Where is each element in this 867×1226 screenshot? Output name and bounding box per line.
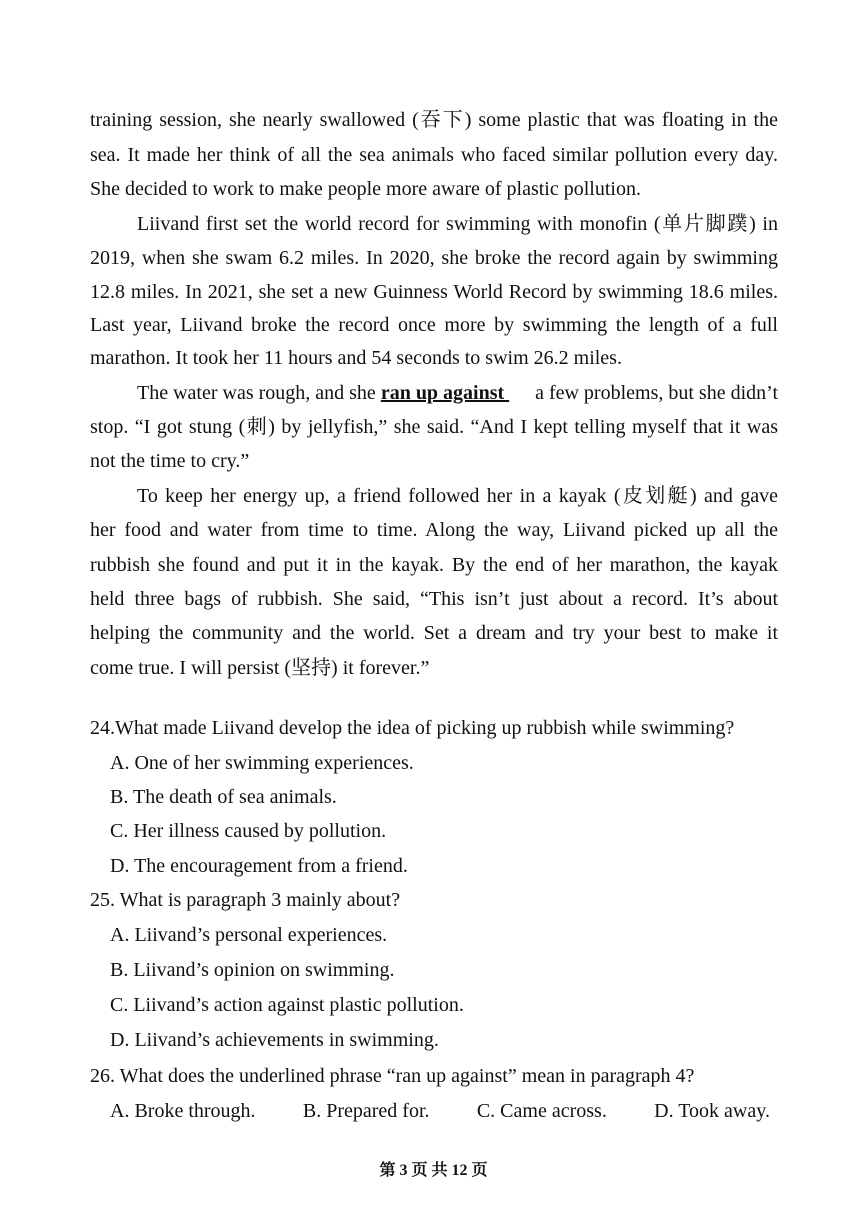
answer-option: C. Liivand’s action against plastic pollution.	[110, 994, 464, 1016]
passage-line: She decided to work to make people more aware of plastic pollution.	[90, 178, 641, 200]
passage-line: stop. “I got stung (刺) by jellyfish,” she said. “And I kept telling myself that it was	[90, 416, 778, 438]
passage-line: Liivand first set the world record for swimming with monofin (单片脚蹼) in	[137, 213, 778, 235]
answer-option: B. Liivand’s opinion on swimming.	[110, 959, 395, 981]
answer-option: A. Broke through.	[110, 1100, 256, 1122]
passage-line: helping the community and the world. Set a dream and try your best to make it	[90, 622, 778, 644]
passage-line: sea. It made her think of all the sea animals who faced similar pollution every day.	[90, 144, 778, 166]
answer-option: B. The death of sea animals.	[110, 786, 337, 808]
passage-line-with-underline	[137, 381, 778, 405]
passage-text: The water was rough, and she	[137, 382, 381, 404]
passage-line: 12.8 miles. In 2021, she set a new Guinness World Record by swimming 18.6 miles.	[90, 281, 778, 303]
passage-line: her food and water from time to time. Along the way, Liivand picked up all the	[90, 519, 778, 541]
answer-option: A. Liivand’s personal experiences.	[110, 924, 388, 946]
question-stem: 24.What made Liivand develop the idea of picking up rubbish while swimming?	[90, 717, 735, 739]
passage-text: a few problems, but she didn’t	[535, 382, 778, 404]
passage-line: held three bags of rubbish. She said, “This isn’t just about a record. It’s about	[90, 588, 778, 610]
passage-line: training session, she nearly swallowed (吞下) some plastic that was floating in the	[90, 109, 778, 131]
answer-options-row	[110, 1099, 770, 1123]
question-stem: 26. What does the underlined phrase “ran up against” mean in paragraph 4?	[90, 1065, 695, 1087]
passage-line: To keep her energy up, a friend followed her in a kayak (皮划艇) and gave	[137, 485, 778, 507]
answer-option: D. The encouragement from a friend.	[110, 855, 408, 877]
passage-line: rubbish she found and put it in the kayak. By the end of her marathon, the kayak	[90, 554, 778, 576]
passage-line: marathon. It took her 11 hours and 54 seconds to swim 26.2 miles.	[90, 347, 622, 369]
page-footer: 第 3 页 共 12 页	[379, 1162, 488, 1179]
passage-line: Last year, Liivand broke the record once more by swimming the length of a full	[90, 314, 778, 336]
passage-line: not the time to cry.”	[90, 450, 250, 472]
answer-option: C. Came across.	[476, 1100, 607, 1122]
answer-option: D. Took away.	[654, 1100, 770, 1122]
question-stem: 25. What is paragraph 3 mainly about?	[90, 889, 401, 911]
answer-option: B. Prepared for.	[302, 1100, 430, 1122]
underlined-phrase: ran up against	[380, 382, 510, 404]
passage-line: 2019, when she swam 6.2 miles. In 2020, she broke the record again by swimming	[90, 247, 778, 269]
answer-option: D. Liivand’s achievements in swimming.	[110, 1029, 439, 1051]
answer-option: C. Her illness caused by pollution.	[110, 820, 387, 842]
passage-line: come true. I will persist (坚持) it forever.”	[90, 657, 430, 679]
answer-option: A. One of her swimming experiences.	[110, 752, 414, 774]
